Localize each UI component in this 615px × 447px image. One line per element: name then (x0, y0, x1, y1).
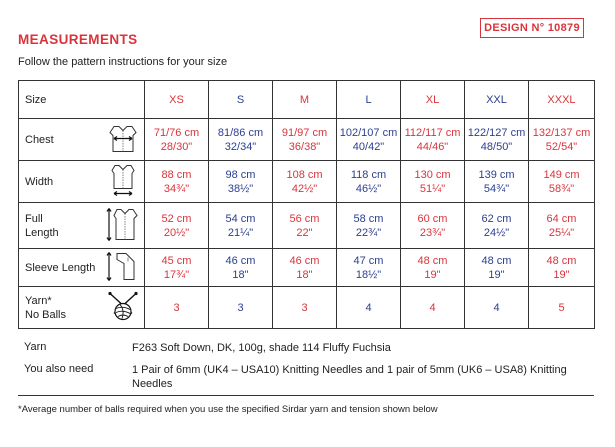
value-primary: 118 cm (350, 168, 387, 181)
size-header-xxl: XXL (465, 81, 529, 119)
value-primary: 54 cm (225, 212, 256, 225)
value-imperial: 22¾" (355, 226, 382, 239)
value-cell-l (337, 161, 401, 203)
design-number-badge: DESIGN N° 10879 (480, 18, 584, 38)
value-cell-m (273, 287, 337, 329)
value-primary: 48 cm (481, 254, 512, 267)
value-cell-l (337, 203, 401, 249)
value-imperial: 24½" (483, 226, 510, 239)
row-label-cell (19, 119, 145, 161)
value-primary: 52 cm (161, 212, 192, 225)
page-subtitle: Follow the pattern instructions for your size (18, 56, 228, 68)
value-primary: 64 cm (546, 212, 577, 225)
value-imperial: 25¼" (548, 226, 575, 239)
value-primary: 108 cm (286, 168, 323, 181)
value-cell-xxl (465, 203, 529, 249)
value-primary: 60 cm (417, 212, 448, 225)
row-label-cell (19, 287, 145, 329)
value-primary: 48 cm (417, 254, 448, 267)
measurement-row (19, 161, 595, 203)
measurement-row (19, 203, 595, 249)
row-label-cell (19, 249, 145, 287)
value-imperial: 48/50" (480, 140, 513, 153)
size-header-l: L (337, 81, 401, 119)
value-imperial: 22" (296, 226, 313, 239)
value-primary: 58 cm (353, 212, 384, 225)
row-label: Full Length (25, 212, 59, 239)
value-imperial: 28/30" (160, 140, 193, 153)
value-cell-s (209, 287, 273, 329)
value-cell-xl (401, 203, 465, 249)
size-header-row (19, 81, 595, 119)
value-cell-xxxl (529, 203, 595, 249)
value-imperial: 19" (553, 268, 570, 281)
measurement-row (19, 119, 595, 161)
footnote: *Average number of balls required when you use the specified Sirdar yarn and tension shown below (18, 404, 438, 415)
sleeve-length-measure-icon (104, 249, 140, 286)
value-primary: 3 (173, 301, 180, 314)
value-imperial: 18½" (355, 268, 382, 281)
row-label: Chest (25, 133, 54, 146)
value-cell-xl (401, 119, 465, 161)
size-header-label: Size (19, 81, 145, 119)
size-header-xl: XL (401, 81, 465, 119)
value-imperial: 20½" (163, 226, 190, 239)
value-primary: 3 (237, 301, 244, 314)
page-title: MEASUREMENTS (18, 32, 138, 47)
value-primary: 139 cm (478, 168, 515, 181)
value-cell-xs (145, 119, 209, 161)
value-imperial: 52/54" (545, 140, 578, 153)
value-imperial: 46½" (355, 182, 382, 195)
value-imperial: 58¾" (548, 182, 575, 195)
yarn-value: F263 Soft Down, DK, 100g, shade 114 Fluffy Fuchsia (132, 342, 391, 354)
value-primary: 5 (558, 301, 565, 314)
value-primary: 132/137 cm (532, 126, 591, 139)
value-imperial: 19" (488, 268, 505, 281)
value-cell-xl (401, 287, 465, 329)
row-label-cell (19, 161, 145, 203)
value-primary: 45 cm (161, 254, 192, 267)
measurements-table (18, 80, 595, 329)
value-cell-xxxl (529, 161, 595, 203)
value-cell-l (337, 119, 401, 161)
full-length-measure-icon (104, 205, 140, 246)
value-imperial: 23¾" (419, 226, 446, 239)
value-cell-xxxl (529, 287, 595, 329)
value-primary: 71/76 cm (153, 126, 200, 139)
value-primary: 88 cm (161, 168, 192, 181)
yarn-ball-needles-icon (106, 291, 140, 324)
bottom-divider (18, 395, 594, 396)
value-primary: 122/127 cm (467, 126, 526, 139)
value-imperial: 54¾" (483, 182, 510, 195)
value-cell-xxxl (529, 249, 595, 287)
value-cell-xs (145, 203, 209, 249)
value-cell-m (273, 161, 337, 203)
value-primary: 91/97 cm (281, 126, 328, 139)
value-primary: 102/107 cm (339, 126, 398, 139)
value-cell-l (337, 287, 401, 329)
value-imperial: 34¾" (163, 182, 190, 195)
size-header-m: M (273, 81, 337, 119)
size-header-s: S (209, 81, 273, 119)
value-imperial: 38½" (227, 182, 254, 195)
value-primary: 112/117 cm (404, 126, 461, 139)
size-header-xs: XS (145, 81, 209, 119)
value-imperial: 51¼" (419, 182, 446, 195)
value-cell-m (273, 203, 337, 249)
measurement-row (19, 249, 595, 287)
also-need-value: 1 Pair of 6mm (UK4 – USA10) Knitting Needles and 1 pair of 5mm (UK6 – USA8) Knitting Needles (132, 364, 567, 390)
value-cell-xs (145, 249, 209, 287)
value-cell-xl (401, 249, 465, 287)
row-label: Yarn* No Balls (25, 294, 66, 321)
value-cell-xxl (465, 119, 529, 161)
value-cell-s (209, 161, 273, 203)
value-primary: 4 (429, 301, 436, 314)
value-imperial: 36/38" (288, 140, 321, 153)
value-primary: 81/86 cm (217, 126, 264, 139)
value-primary: 62 cm (481, 212, 512, 225)
row-label-cell (19, 203, 145, 249)
value-primary: 4 (365, 301, 372, 314)
value-cell-s (209, 249, 273, 287)
value-primary: 46 cm (225, 254, 256, 267)
value-cell-xxl (465, 249, 529, 287)
value-cell-xl (401, 161, 465, 203)
also-need-label: You also need (24, 363, 94, 375)
value-cell-xxl (465, 287, 529, 329)
value-cell-xxl (465, 161, 529, 203)
yarn-label: Yarn (24, 341, 47, 353)
chest-measure-icon (106, 123, 140, 156)
measurement-row (19, 287, 595, 329)
value-cell-m (273, 119, 337, 161)
size-header-xxxl: XXXL (529, 81, 595, 119)
value-primary: 46 cm (289, 254, 320, 267)
value-imperial: 32/34" (224, 140, 257, 153)
value-primary: 48 cm (546, 254, 577, 267)
value-primary: 4 (493, 301, 500, 314)
value-imperial: 17¾" (163, 268, 190, 281)
value-cell-xs (145, 161, 209, 203)
value-imperial: 40/42" (352, 140, 385, 153)
value-primary: 3 (301, 301, 308, 314)
value-imperial: 44/46" (416, 140, 449, 153)
value-imperial: 19" (424, 268, 441, 281)
value-primary: 149 cm (543, 168, 580, 181)
value-imperial: 18" (296, 268, 313, 281)
value-cell-m (273, 249, 337, 287)
value-cell-xs (145, 287, 209, 329)
value-cell-s (209, 119, 273, 161)
value-cell-s (209, 203, 273, 249)
width-measure-icon (106, 163, 140, 200)
value-cell-xxxl (529, 119, 595, 161)
value-imperial: 21¼" (227, 226, 254, 239)
value-primary: 56 cm (289, 212, 320, 225)
value-cell-l (337, 249, 401, 287)
value-primary: 130 cm (414, 168, 451, 181)
value-imperial: 42½" (291, 182, 318, 195)
value-primary: 98 cm (225, 168, 256, 181)
value-imperial: 18" (232, 268, 249, 281)
row-label: Sleeve Length (25, 261, 96, 274)
value-primary: 47 cm (353, 254, 384, 267)
row-label: Width (25, 175, 54, 188)
